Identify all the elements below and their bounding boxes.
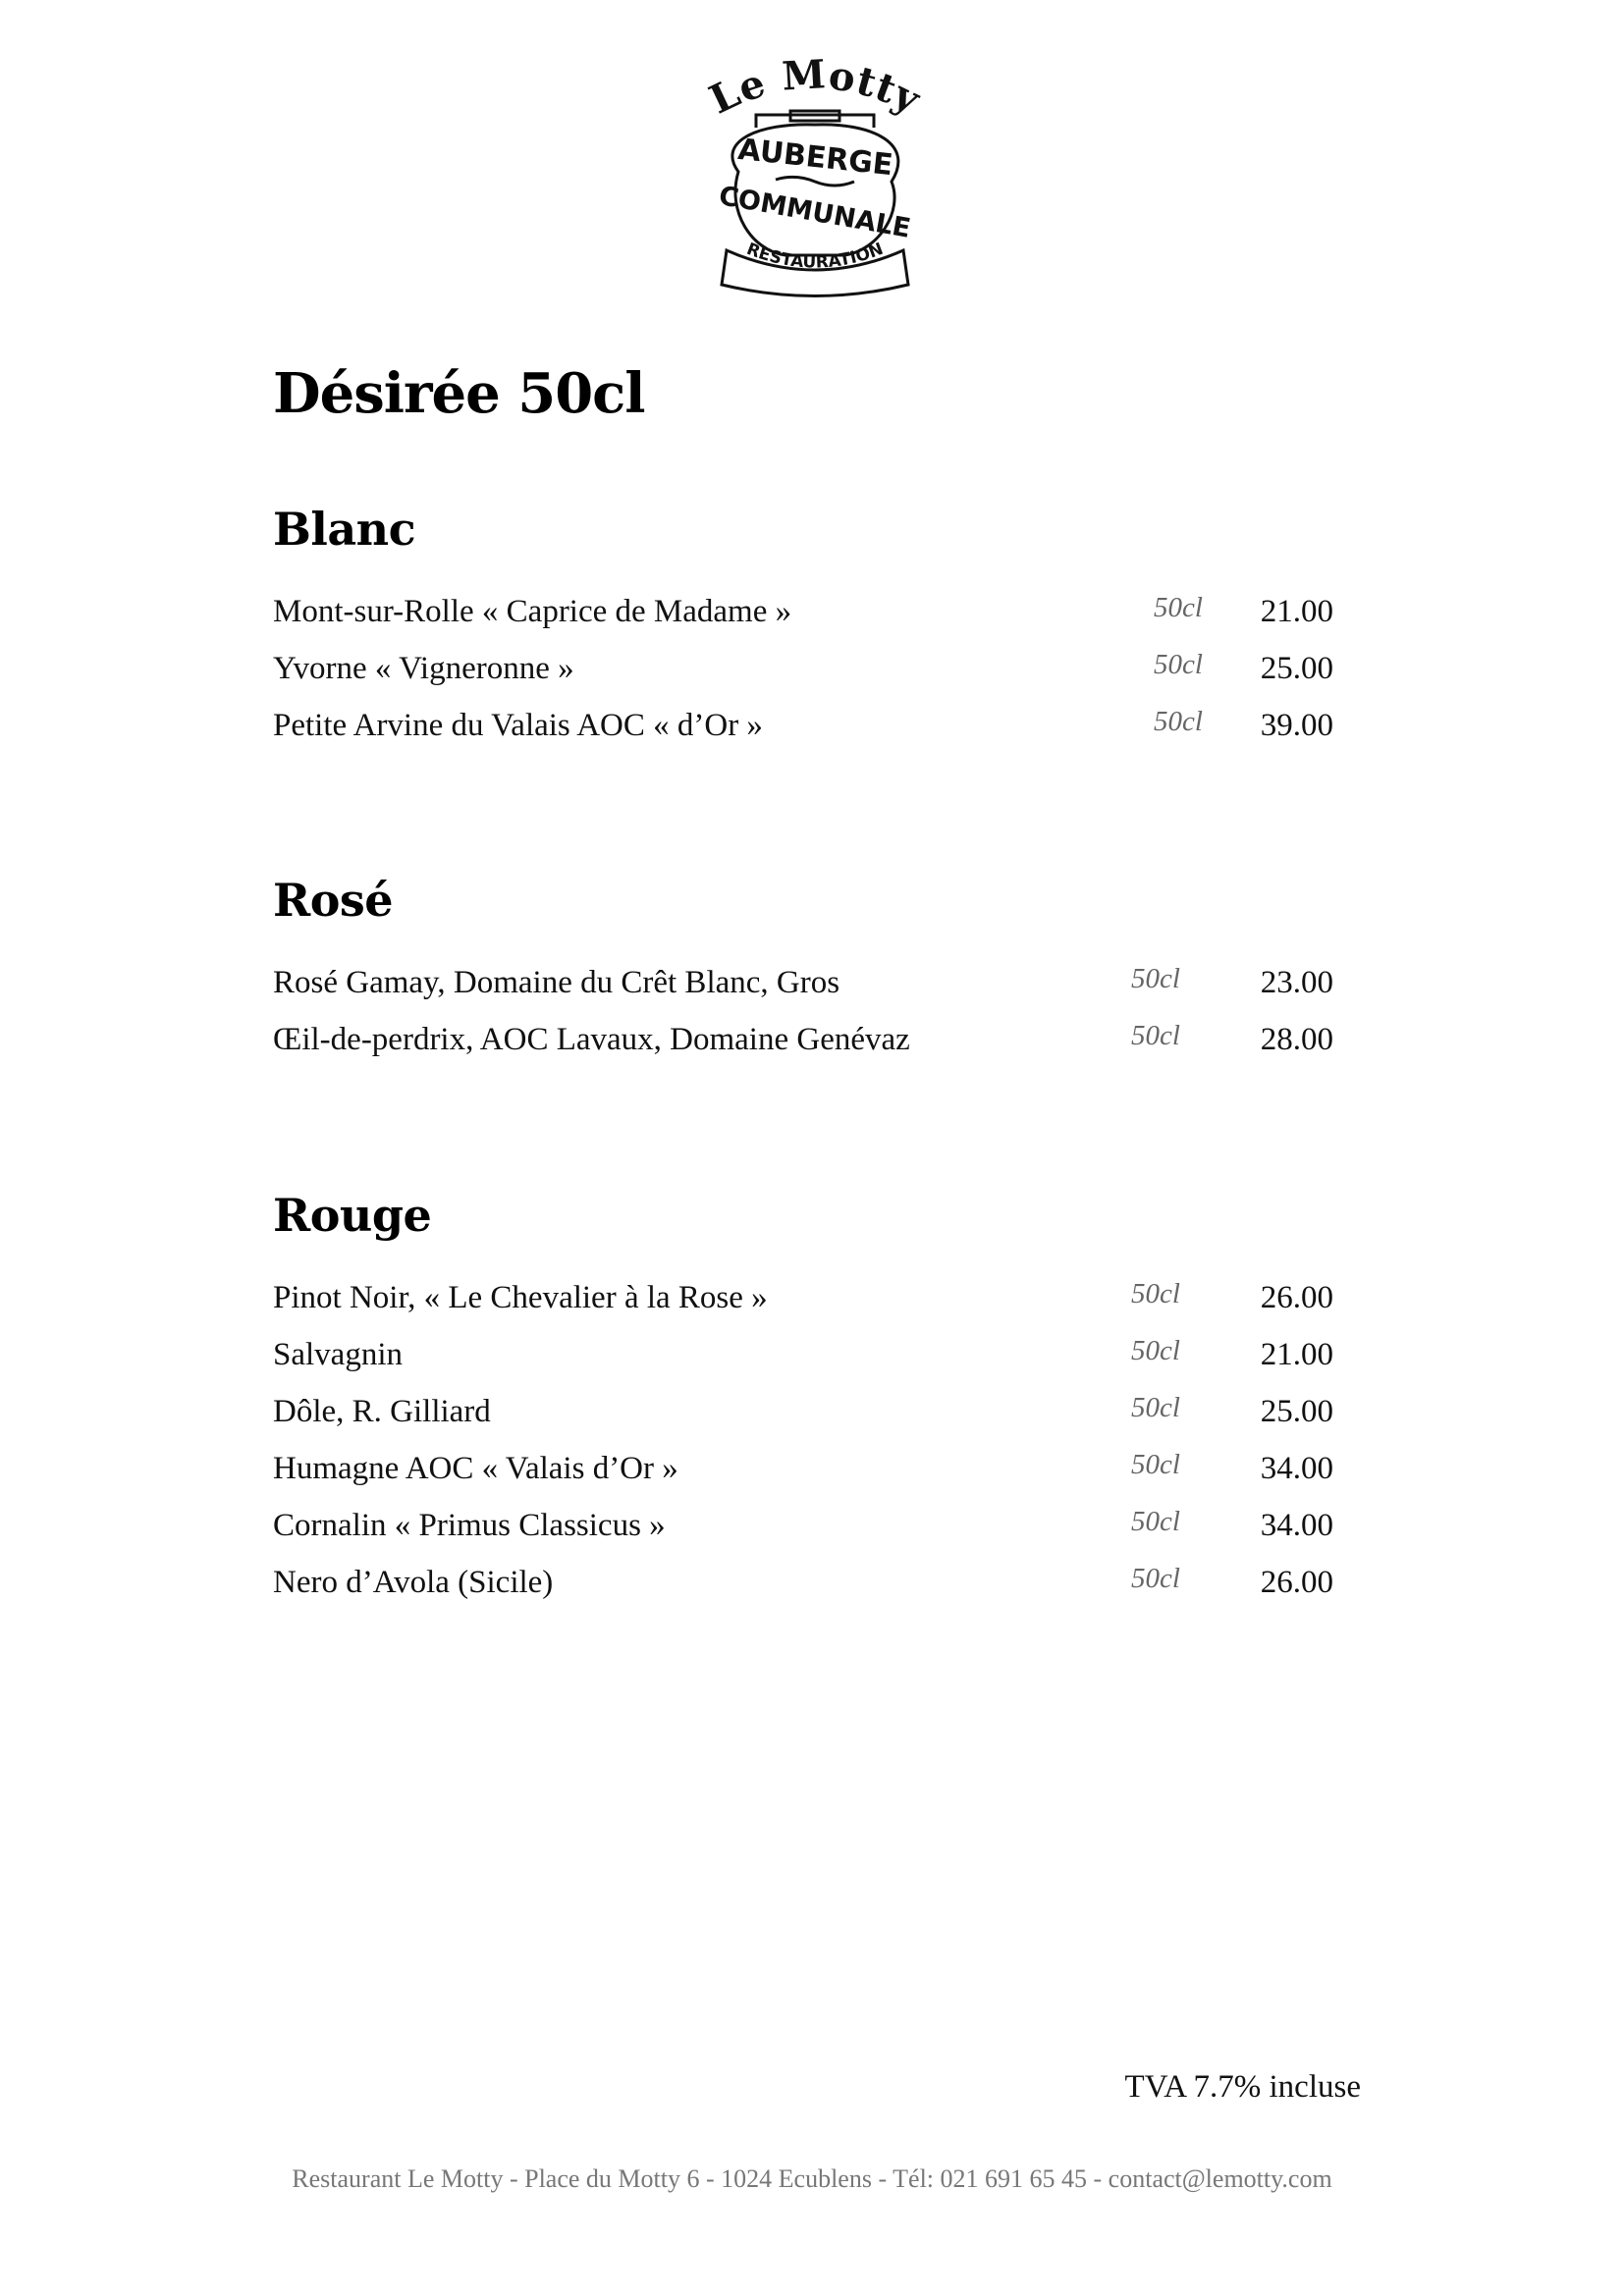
- wine-volume: 50cl: [1131, 1020, 1180, 1051]
- list-item: [273, 708, 1333, 757]
- tva-note: TVA 7.7% incluse: [1124, 2069, 1361, 2105]
- wine-name: Petite Arvine du Valais AOC « d’Or »: [273, 708, 763, 743]
- logo-ribbon: RESTAURATION: [743, 239, 887, 273]
- wine-price: 34.00: [1260, 1508, 1333, 1543]
- svg-text:Le Motty: [702, 54, 928, 124]
- list-item: [273, 1394, 1333, 1443]
- wine-volume: 50cl: [1131, 1278, 1180, 1309]
- wine-volume: 50cl: [1131, 1392, 1180, 1423]
- list-item: [273, 1337, 1333, 1386]
- wine-name: Cornalin « Primus Classicus »: [273, 1508, 666, 1543]
- wine-volume: 50cl: [1154, 649, 1203, 680]
- wine-name: Rosé Gamay, Domaine du Crêt Blanc, Gros: [273, 965, 840, 1000]
- wine-name: Œil-de-perdrix, AOC Lavaux, Domaine Genévaz: [273, 1022, 910, 1057]
- list-item: [273, 965, 1333, 1014]
- section-title-rose: Rosé: [273, 874, 394, 927]
- wine-name: Nero d’Avola (Sicile): [273, 1565, 554, 1600]
- wine-price: 25.00: [1260, 651, 1333, 686]
- wine-name: Humagne AOC « Valais d’Or »: [273, 1451, 678, 1486]
- list-item: [273, 594, 1333, 643]
- logo-top-text: Le Motty: [702, 54, 928, 124]
- wine-volume: 50cl: [1131, 1449, 1180, 1480]
- wine-price: 21.00: [1260, 1337, 1333, 1372]
- wine-volume: 50cl: [1131, 1563, 1180, 1594]
- list-item: [273, 1565, 1333, 1614]
- wine-price: 39.00: [1260, 708, 1333, 743]
- wine-price: 21.00: [1260, 594, 1333, 629]
- list-item: [273, 1451, 1333, 1500]
- wine-volume: 50cl: [1154, 706, 1203, 737]
- list-item: [273, 1022, 1333, 1071]
- wine-name: Mont-sur-Rolle « Caprice de Madame »: [273, 594, 792, 629]
- wine-price: 34.00: [1260, 1451, 1333, 1486]
- wine-volume: 50cl: [1131, 963, 1180, 994]
- logo-line1: AUBERGE: [735, 132, 894, 184]
- section-title-rouge: Rouge: [273, 1189, 432, 1242]
- wine-volume: 50cl: [1131, 1506, 1180, 1537]
- page-title: Désirée 50cl: [273, 361, 645, 426]
- wine-price: 23.00: [1260, 965, 1333, 1000]
- wine-price: 28.00: [1260, 1022, 1333, 1057]
- footer-contact: Restaurant Le Motty - Place du Motty 6 - 1024 Ecublens - Tél: 021 691 65 45 - contact@lemotty.com: [292, 2164, 1332, 2193]
- logo-line2: COMMUNALE: [716, 181, 913, 244]
- wine-name: Dôle, R. Gilliard: [273, 1394, 491, 1429]
- list-item: [273, 651, 1333, 700]
- wine-price: 26.00: [1260, 1565, 1333, 1600]
- wine-volume: 50cl: [1154, 592, 1203, 623]
- wine-price: 26.00: [1260, 1280, 1333, 1315]
- logo: [697, 54, 933, 299]
- wine-name: Yvorne « Vigneronne »: [273, 651, 574, 686]
- list-item: [273, 1508, 1333, 1557]
- wine-volume: 50cl: [1131, 1335, 1180, 1366]
- section-title-blanc: Blanc: [273, 503, 416, 556]
- list-item: [273, 1280, 1333, 1329]
- wine-price: 25.00: [1260, 1394, 1333, 1429]
- wine-name: Salvagnin: [273, 1337, 403, 1372]
- wine-name: Pinot Noir, « Le Chevalier à la Rose »: [273, 1280, 768, 1315]
